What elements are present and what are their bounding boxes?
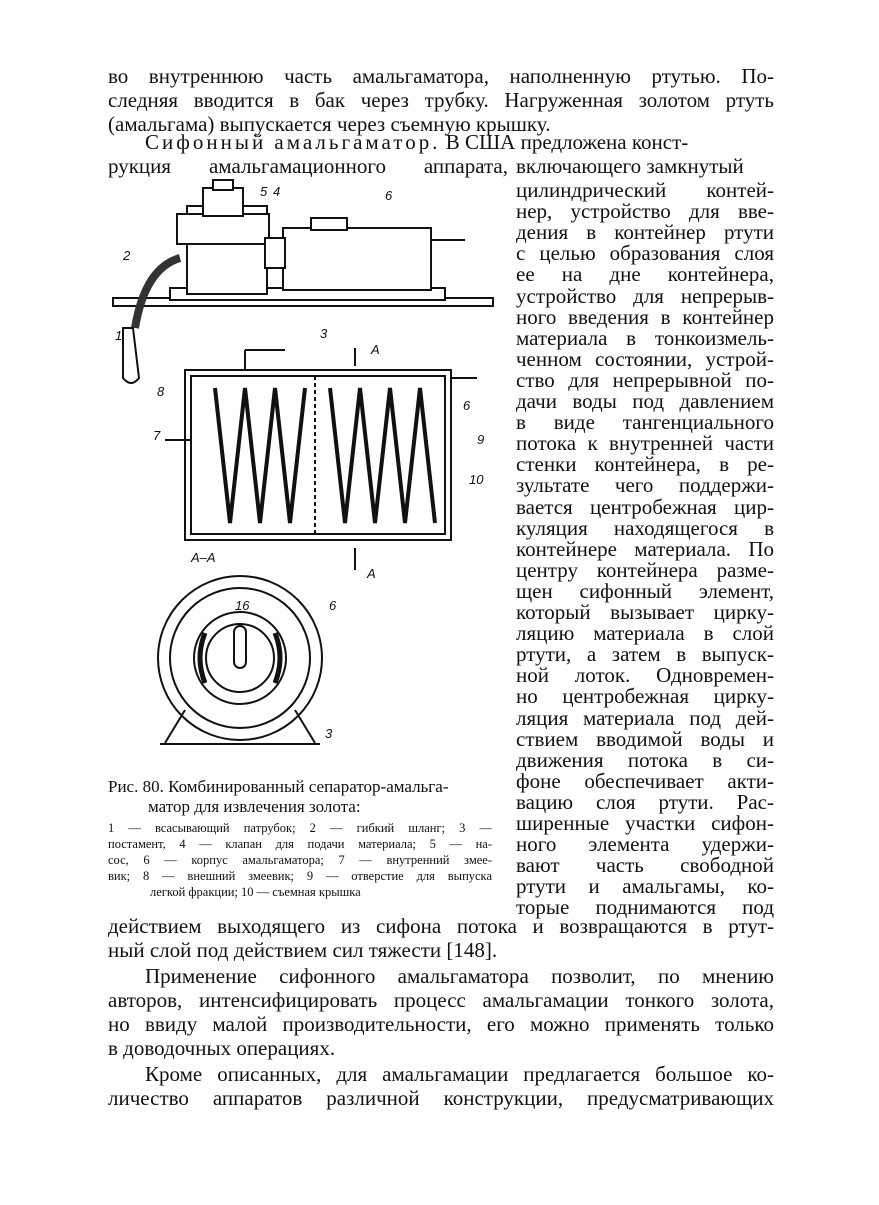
right-column-line: ствием вводимой воды и [516,726,774,751]
right-column-line: нер, устройство для вве- [516,199,774,224]
text-line: Кроме описанных, для амальгамации предлагается большое ко- [145,1062,774,1086]
text-line-left: рукция амальгамационного аппарата, [108,154,508,178]
text-line: действием выходящего из сифона потока и возвращаются в ртут- [108,914,774,938]
label-8: 8 [157,384,165,399]
label-4: 4 [273,184,281,199]
right-column-line: с целью образования слоя [516,241,774,266]
right-column-line: дения в контейнер ртути [516,220,774,245]
label-7: 7 [153,428,161,443]
text-line: (амальгама) выпускается через съемную крышку. [108,112,551,136]
text-line: ный слой под действием сил тяжести [148]. [108,938,498,962]
caption-legend: постамент, 4 — клапан для подачи материала; 5 — на- [108,837,492,851]
text-line: следняя вводится в бак через трубку. Нагруженная золотом ртуть [108,88,774,112]
right-column-line: в виде тангенциального [516,410,774,435]
text-line: Применение сифонного амальгаматора позволит, по мнению [145,964,774,988]
caption-legend: легкой фракции; 10 — съемная крышка [150,885,361,899]
label-aa: А–А [191,550,216,565]
right-column-line: ширенные участки сифон- [516,811,774,835]
text-line: авторов, интенсифицировать процесс амальгамации тонкого золота, [108,988,774,1012]
right-column-line: торые поднимаются под [516,895,774,920]
text-line: во внутреннюю часть амальгаматора, наполненную ртутью. По- [108,64,774,88]
right-column-line: ной лоток. Одновремен- [516,663,774,688]
label-16: 16 [235,598,250,613]
section-heading: Сифонный амальгаматор. [145,130,441,154]
right-column-line: но центробежная цирку- [516,684,774,709]
label-6c: 6 [329,598,337,613]
right-column-line: устройство для непрерыв- [516,283,774,308]
label-5: 5 [260,184,268,199]
right-column-line: ляцию материала в слой [516,621,774,646]
right-column-line: ство для непрерывной по- [516,367,774,392]
right-column-line: цилиндрический контей- [516,178,774,202]
text-line: но ввиду малой производительности, его можно применять только [108,1012,774,1036]
label-6: 6 [385,188,393,203]
label-2: 2 [123,248,131,263]
right-column-line: вается центробежная цир- [516,494,774,519]
right-column-line: ртути и амальгамы, ко- [516,874,774,899]
right-column-line: куляция находящегося в [516,515,774,540]
label-3b: 3 [325,726,333,741]
right-column-line: центру контейнера разме- [516,557,774,582]
caption-title-1: Рис. 80. Комбинированный сепаратор-амальга- [108,777,449,796]
right-column-line: фоне обеспечивает акти- [516,768,774,793]
right-column-line: потока к внутренней части [516,431,774,456]
caption-legend: вик; 8 — внешний змеевик; 9 — отверстие для выпуска [108,869,492,883]
figure-80 [105,178,500,768]
heading-line-rest: В США предложена конст- [445,130,689,154]
right-column-line: щен сифонный элемент, [516,578,774,603]
figure-drawing [105,178,500,768]
label-6b: 6 [463,398,471,413]
right-column-line: движения потока в си- [516,747,774,772]
right-column-line: ртути, а затем в выпуск- [516,642,774,667]
right-column-line: дачи воды под давлением [516,389,774,413]
right-column-line: вацию слоя ртути. Рас- [516,789,774,814]
caption-title-2: матор для извлечения золота: [148,797,361,816]
label-10: 10 [469,472,484,487]
right-column-line: ее на дне контейнера, [516,262,774,287]
heading-line [145,130,774,154]
text-line: в доводочных операциях. [108,1036,336,1060]
right-column-line: материала в тонкоизмель- [516,325,774,350]
right-column-line: вают часть свободной [516,853,774,878]
right-column-line: ляция материала под дей- [516,705,774,730]
right-column-line: контейнере материала. По [516,536,774,561]
label-a-bottom: А [367,566,376,581]
label-3: 3 [320,326,328,341]
right-column-line: ного элемента удержи- [516,832,774,857]
right-column-line: который вызывает цирку- [516,600,774,624]
caption-legend: 1 — всасывающий патрубок; 2 — гибкий шланг; 3 — [108,821,492,835]
right-column-line: зультате чего поддержи- [516,473,774,498]
label-a-top: А [371,342,380,357]
caption-legend: сос, 6 — корпус амальгаматора; 7 — внутренний змее- [108,853,492,867]
right-column-line: ного введения в контейнер [516,304,774,329]
right-column-line: ченном состоянии, устрой- [516,346,774,371]
text-line-right: включающего замкнутый [516,154,744,178]
text-line: личество аппаратов различной конструкции, предусматривающих [108,1086,774,1110]
label-1: 1 [115,328,123,343]
label-9: 9 [477,432,485,447]
right-column-line: стенки контейнера, в ре- [516,452,774,477]
